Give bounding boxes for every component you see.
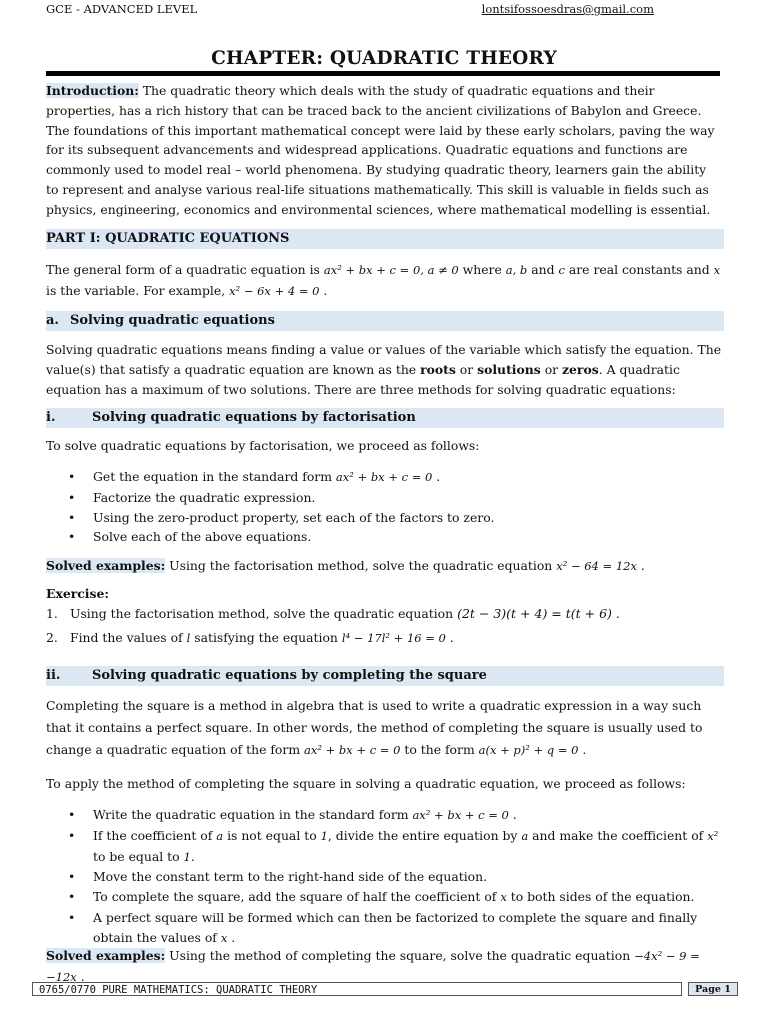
list-item xyxy=(46,467,722,488)
step-text: to both sides of the equation. xyxy=(506,889,695,905)
text-run: . xyxy=(636,558,645,573)
completing-square-paragraph xyxy=(46,695,722,761)
list-item xyxy=(46,488,722,508)
header-email[interactable]: lontsifossoesdras@gmail.com xyxy=(481,2,654,16)
bullet-icon: • xyxy=(68,807,76,822)
factorisation-steps xyxy=(46,467,722,547)
step-text: to be equal to xyxy=(93,848,184,864)
solved-equation: x² − 64 = 12x xyxy=(556,559,637,573)
section-i-heading-band xyxy=(46,408,724,428)
step-text: Solve each of the above equations. xyxy=(93,529,312,545)
header-level: GCE - ADVANCED LEVEL xyxy=(46,2,198,16)
exercise-number: 1. xyxy=(46,606,58,621)
solved-equation: −4x² − 9 = −12x xyxy=(46,949,700,984)
text-run: and xyxy=(527,262,559,277)
footer-page-number: Page 1 xyxy=(688,982,738,996)
list-item xyxy=(46,908,722,949)
list-item xyxy=(46,602,722,626)
bullet-icon: • xyxy=(68,529,76,545)
general-form-equation: ax² + bx + c = 0, a ≠ 0 xyxy=(323,263,459,277)
page-header xyxy=(46,2,722,18)
math-var-c: c xyxy=(558,263,565,277)
step-text: A perfect square will be formed which can then be factorized to complete the square and finally obtain the values of xyxy=(93,909,698,945)
step-text: and make the coefficient of xyxy=(528,827,708,843)
bullet-icon: • xyxy=(68,889,76,905)
step-text: Write the quadratic equation in the standard form xyxy=(93,807,413,822)
step-text: is not equal to xyxy=(223,827,321,843)
list-item xyxy=(46,867,722,887)
exercise-text: Find the values of xyxy=(70,630,187,645)
text-run: Using the factorisation method, solve the quadratic equation xyxy=(165,558,557,573)
text-run: or xyxy=(540,361,563,377)
page-footer xyxy=(32,982,738,998)
bullet-icon: • xyxy=(68,827,76,843)
text-run: . xyxy=(76,968,85,984)
list-item xyxy=(46,805,722,826)
text-run: The general form of a quadratic equation is xyxy=(46,262,324,277)
text-run: Solving quadratic equations means finding a value or values of the variable which satisfy the equation. The value(s) that satisfy a quadratic equation are known as the xyxy=(46,342,722,377)
math-vars: a, b xyxy=(505,263,528,277)
step-text: Get the equation in the standard form xyxy=(93,469,336,484)
exercise-tail: . xyxy=(445,630,454,645)
step-text: . xyxy=(227,929,236,945)
term-roots: roots xyxy=(420,361,456,377)
introduction-paragraph xyxy=(46,81,722,220)
step-tail: . xyxy=(432,469,441,484)
section-a-heading: Solving quadratic equations xyxy=(70,313,275,328)
bullet-icon: • xyxy=(68,489,76,505)
text-run: . A quadratic equation has a maximum of two solutions. There are three methods for solving quadratic equations: xyxy=(46,361,680,397)
factorisation-intro: To solve quadratic equations by factorisation, we proceed as follows: xyxy=(46,438,480,453)
section-ii-heading-band xyxy=(46,666,724,686)
solving-paragraph xyxy=(46,340,722,399)
text-run: Completing the square is a method in algebra that is used to write a quadratic expression in a way such that it contains a perfect square. In other words, the method of completing the square is usually used to change a quadratic equation of the form xyxy=(46,698,703,757)
step-text: Using the zero-product property, set each of the factors to zero. xyxy=(93,509,495,525)
step-math: a xyxy=(216,828,224,843)
text-run: . xyxy=(319,282,328,298)
text-run: or xyxy=(455,361,478,377)
introduction-label: Introduction: xyxy=(46,83,139,98)
list-item xyxy=(46,527,722,547)
part1-heading: PART I: QUADRATIC EQUATIONS xyxy=(46,231,290,246)
exercise-var: l xyxy=(186,631,191,645)
exercise-list xyxy=(46,602,722,650)
chapter-title: CHAPTER: QUADRATIC THEORY xyxy=(211,48,557,69)
footer-course-title: 0765/0770 PURE MATHEMATICS: QUADRATIC THEORY xyxy=(32,982,682,996)
step-text: Factorize the quadratic expression. xyxy=(93,489,316,505)
step-math: ax² + bx + c = 0 xyxy=(412,808,509,822)
step-math: x xyxy=(220,930,228,945)
section-i-number: i. xyxy=(46,410,56,425)
section-ii-heading: Solving quadratic equations by completing the square xyxy=(92,668,487,683)
term-solutions: solutions xyxy=(477,361,541,377)
list-item xyxy=(46,508,722,528)
introduction-text: The quadratic theory which deals with the study of quadratic equations and their properties, has a rich history that can be traced back to the ancient civilizations of Babylon and Greece. The foundations of this important mathematical concept were laid by these early scholars, paving the way for its subsequent advancements and widespread applications. Quadratic equations and functions are commonly used to model real – world phenomena. By studying quadratic theory, learners gain the ability to represent and analyse various real-life situations mathematically. This skill is valuable in fields such as physics, engineering, economics and environmental sciences, where mathematical modelling is essential. xyxy=(46,83,715,217)
step-text: . xyxy=(508,807,517,822)
exercise-text: Using the factorisation method, solve the quadratic equation xyxy=(70,606,458,621)
solved-examples-label: Solved examples: xyxy=(46,558,166,573)
completing-square-intro: To apply the method of completing the square in solving a quadratic equation, we proceed as follows: xyxy=(46,776,686,791)
step-text: . xyxy=(190,848,195,864)
step-math: a xyxy=(521,828,529,843)
completing-square-steps xyxy=(46,805,722,949)
text-run: to the form xyxy=(400,742,479,757)
list-item xyxy=(46,887,722,908)
vertex-form-equation: a(x + p)² + q = 0 xyxy=(478,743,579,757)
text-run: where xyxy=(458,262,506,277)
text-run: Using the method of completing the square, solve the quadratic equation xyxy=(165,948,635,963)
step-text: To complete the square, add the square of half the coefficient of xyxy=(93,889,501,905)
bullet-icon: • xyxy=(68,469,76,484)
example-equation: x² − 6x + 4 = 0 xyxy=(229,283,320,298)
step-math: x xyxy=(500,890,507,905)
section-a-heading-band xyxy=(46,311,724,331)
exercise-text: satisfying the equation xyxy=(190,630,342,645)
text-run: are real constants and xyxy=(564,262,714,277)
exercise-label: Exercise: xyxy=(46,586,109,601)
step-math: 1 xyxy=(183,849,191,864)
list-item xyxy=(46,626,722,650)
section-i-heading: Solving quadratic equations by factorisation xyxy=(92,410,416,425)
solved-examples-label: Solved examples: xyxy=(46,948,166,963)
section-a-number: a. xyxy=(46,313,59,328)
title-rule xyxy=(46,71,720,76)
step-math: x² xyxy=(707,828,719,843)
step-text: , divide the entire equation by xyxy=(327,827,522,843)
part1-heading-band xyxy=(46,229,724,249)
list-item xyxy=(46,826,722,868)
term-zeros: zeros xyxy=(562,361,599,377)
math-var-x: x xyxy=(713,263,721,277)
exercise-equation: l⁴ − 17l² + 16 = 0 xyxy=(341,631,446,645)
section-ii-number: ii. xyxy=(46,668,61,683)
step-text: If the coefficient of xyxy=(93,827,217,843)
exercise-equation: (2t − 3)(t + 4) = t(t + 6) xyxy=(457,606,612,621)
step-math: 1 xyxy=(320,828,328,843)
text-run: . xyxy=(578,742,587,757)
exercise-tail: . xyxy=(611,606,620,621)
factorisation-solved-example xyxy=(46,556,722,577)
text-run: is the variable. For example, xyxy=(46,282,230,298)
step-text: Move the constant term to the right-hand side of the equation. xyxy=(93,869,488,885)
step-math: ax² + bx + c = 0 xyxy=(335,470,433,484)
bullet-icon: • xyxy=(68,509,76,525)
standard-form-equation: ax² + bx + c = 0 xyxy=(304,743,401,757)
exercise-number: 2. xyxy=(46,630,58,645)
general-form-paragraph xyxy=(46,260,722,302)
bullet-icon: • xyxy=(68,909,76,925)
bullet-icon: • xyxy=(68,869,76,885)
